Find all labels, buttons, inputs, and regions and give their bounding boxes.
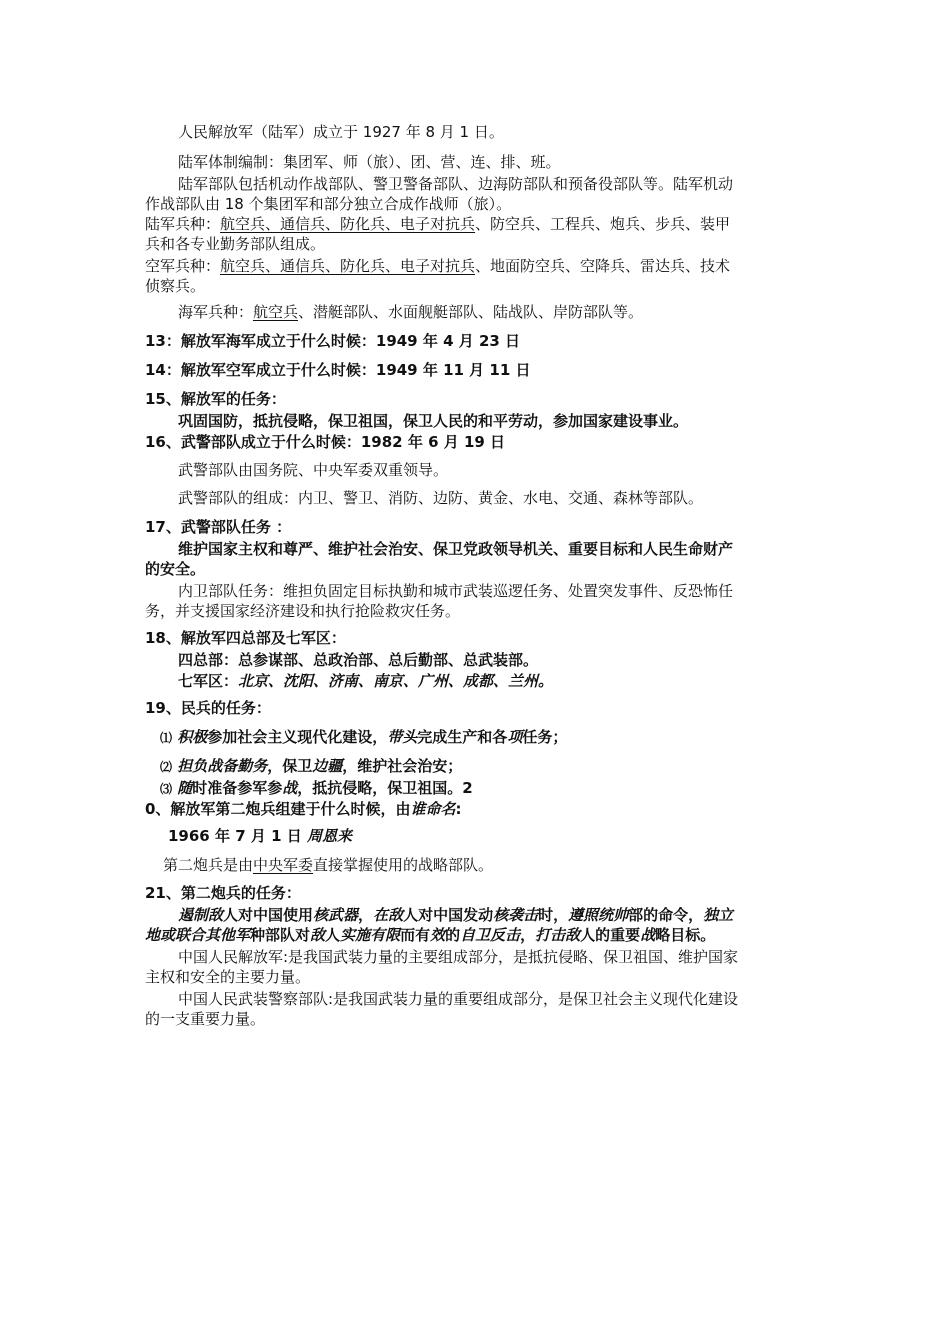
paragraph-army-units-line2: 作战部队由 18 个集团军和部分独立合成作战师（旅）。 xyxy=(145,195,512,213)
paragraph-army-structure: 陆军体制编制：集团军、师（旅）、团、营、连、排、班。 xyxy=(178,153,561,171)
question-21: 21、第二炮兵的任务： xyxy=(145,884,301,902)
paragraph-armed-police-definition-line1: 中国人民武装警察部队:是我国武装力量的重要组成部分，是保卫社会主义现代化建设 xyxy=(178,990,739,1008)
answer-19-item3: ⑶ 随时准备参军参战，抵抗侵略，保卫祖国。2 xyxy=(160,779,473,797)
answer-18-military-regions: 七军区：北京、沈阳、济南、南京、广州、成都、兰州。 xyxy=(178,672,554,690)
paragraph-pla-founded: 人民解放军（陆军）成立于 1927 年 8 月 1 日。 xyxy=(178,123,504,141)
answer-20-date: 1966 年 7 月 1 日 周恩来 xyxy=(168,827,352,845)
paragraph-airforce-branches-line2: 侦察兵。 xyxy=(145,277,206,295)
answer-21-line1: 遏制敌人对中国使用核武器，在敌人对中国发动核袭击时，遵照统帅部的命令，独立 xyxy=(178,906,734,924)
question-17: 17、武警部队任务 ： xyxy=(145,518,292,536)
answer-20-description: 第二炮兵是由中央军委直接掌握使用的战略部队。 xyxy=(163,856,494,874)
answer-19-item1: ⑴ 积极参加社会主义现代化建设，带头完成生产和各项任务； xyxy=(160,728,568,746)
answer-15: 巩固国防，抵抗侵略，保卫祖国，保卫人民的和平劳动，参加国家建设事业。 xyxy=(178,412,689,430)
paragraph-navy-branches: 海军兵种：航空兵、潜艇部队、水面舰艇部队、陆战队、岸防部队等。 xyxy=(178,303,644,321)
answer-17-internal-line1: 内卫部队任务：维担负固定目标执勤和城市武装巡逻任务、处置突发事件、反恐怖任 xyxy=(178,582,734,600)
paragraph-armed-police-definition-line2: 的一支重要力量。 xyxy=(145,1010,266,1028)
question-16: 16、武警部队成立于什么时候：1982 年 6 月 19 日 xyxy=(145,433,506,451)
question-20: 0、解放军第二炮兵组建于什么时候，由谁命名: xyxy=(145,800,462,818)
question-13: 13：解放军海军成立于什么时候：1949 年 4 月 23 日 xyxy=(145,332,521,350)
answer-17-internal-line2: 务，并支援国家经济建设和执行抢险救灾任务。 xyxy=(145,602,461,620)
question-15: 15、解放军的任务： xyxy=(145,390,286,408)
answer-17-line1: 维护国家主权和尊严、维护社会治安、保卫党政领导机关、重要目标和人民生命财产 xyxy=(178,540,734,558)
answer-16-leadership: 武警部队由国务院、中央军委双重领导。 xyxy=(178,461,449,479)
paragraph-army-units-line1: 陆军部队包括机动作战部队、警卫警备部队、边海防部队和预备役部队等。陆军机动 xyxy=(178,175,734,193)
answer-21-line2: 地或联合其他军种部队对敌人实施有限而有效的自卫反击，打击敌人的重要战略目标。 xyxy=(145,926,716,944)
answer-19-item2: ⑵ 担负战备勤务，保卫边疆，维护社会治安； xyxy=(160,757,463,775)
question-18: 18、解放军四总部及七军区： xyxy=(145,629,346,647)
paragraph-army-branches-line1: 陆军兵种：航空兵、通信兵、防化兵、电子对抗兵、防空兵、工程兵、炮兵、步兵、装甲 xyxy=(145,215,731,233)
question-14: 14：解放军空军成立于什么时候：1949 年 11 月 11 日 xyxy=(145,361,531,379)
paragraph-pla-definition-line1: 中国人民解放军:是我国武装力量的主要组成部分，是抵抗侵略、保卫祖国、维护国家 xyxy=(178,948,739,966)
answer-16-composition: 武警部队的组成：内卫、警卫、消防、边防、黄金、水电、交通、森林等部队。 xyxy=(178,489,704,507)
answer-17-line2: 的安全。 xyxy=(145,560,206,578)
paragraph-airforce-branches-line1: 空军兵种：航空兵、通信兵、防化兵、电子对抗兵、地面防空兵、空降兵、雷达兵、技术 xyxy=(145,257,731,275)
paragraph-pla-definition-line2: 主权和安全的主要力量。 xyxy=(145,968,311,986)
paragraph-army-branches-line2: 兵和各专业勤务部队组成。 xyxy=(145,235,326,253)
question-19: 19、民兵的任务： xyxy=(145,699,271,717)
answer-18-headquarters: 四总部：总参谋部、总政治部、总后勤部、总武装部。 xyxy=(178,651,539,669)
